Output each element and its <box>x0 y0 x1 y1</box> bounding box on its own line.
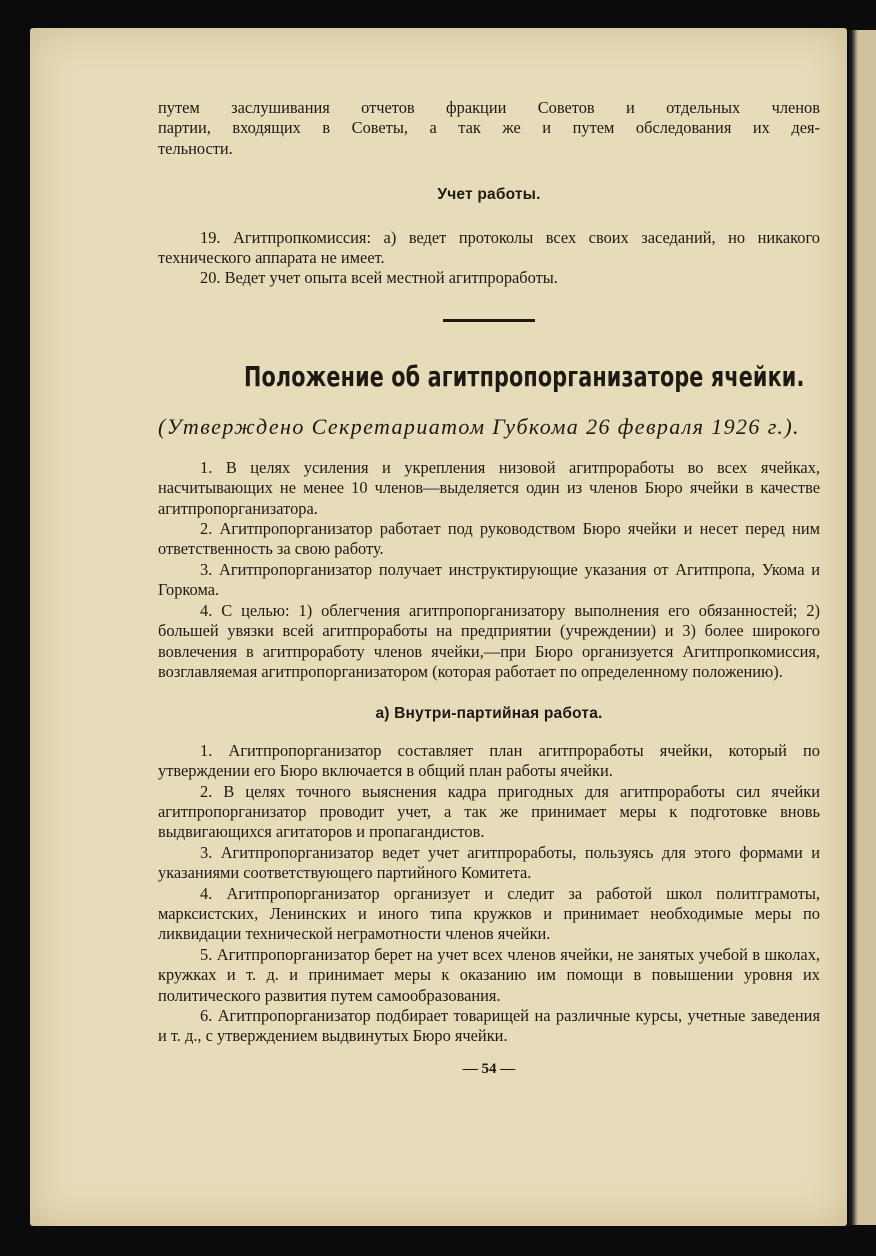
regulation-title: Положение об агитпропорганизаторе ячейки. <box>244 359 805 393</box>
inner-party-heading: а) Внутри-партийная работа. <box>375 705 603 723</box>
inner-party-item-5: 5. Агитпропорганизатор берет на учет всех членов ячейки, не занятых учебой в школах, кружках и т. д. и принимает меры к оказанию им помощи в повышении уровня их политического развития путем самообразования. <box>158 944 820 1005</box>
inner-party-item-3: 3. Агитпропорганизатор ведет учет агитпроработы, пользуясь для этого формами и указаниями соответствующего партийного Комитета. <box>158 842 820 883</box>
inner-party-item-4: 4. Агитпропорганизатор организует и следит за работой школ политграмоты, марксистских, Ленинских и иного типа кружков и принимает необходимые меры по ликвидации технической неграмотности членов ячейки. <box>158 883 820 944</box>
intro-line-2: партии, входящих в Советы, а так же и путем обследования их дея- <box>158 118 820 138</box>
work-accounting-heading: Учет работы. <box>437 186 541 204</box>
intro-line-3: тельности. <box>158 138 233 158</box>
regulation-item-4: 4. С целью: 1) облегчения агитпропорганизатору выполнения его обязанностей; 2) большей увязки всей агитпроработы на предприятии (учреждении) и 3) более широкого вовлечения в агитпроработу членов ячейки,—при Бюро организуется Агитпропкомиссия, возглавляемая агитпропорганизатором (которая работает по определенному положению). <box>158 600 820 681</box>
inner-party-item-1: 1. Агитпропорганизатор составляет план агитпроработы ячейки, который по утверждении его Бюро включается в общий план работы ячейки. <box>158 740 820 781</box>
next-page-edge <box>849 30 876 1225</box>
regulation-item-3: 3. Агитпропорганизатор получает инструктирующие указания от Агитпропа, Укома и Горкома. <box>158 559 820 600</box>
regulation-item-2: 2. Агитпропорганизатор работает под руководством Бюро ячейки и несет перед ним ответственность за свою работу. <box>158 519 820 559</box>
regulation-item-1: 1. В целях усиления и укрепления низовой агитпроработы во всех ячейках, насчитывающих не менее 10 членов—выделяется один из членов Бюро ячейки в качестве агитпропорганизатора. <box>158 457 820 518</box>
approval-line: (Утверждено Секретариатом Губкома 26 февраля 1926 г.). <box>158 413 800 439</box>
intro-line-1: путем заслушивания отчетов фракции Советов и отдельных членов <box>158 98 820 117</box>
item-20: 20. Ведет учет опыта всей местной агитпроработы. <box>200 268 558 288</box>
page-content <box>158 98 820 1079</box>
inner-party-item-2: 2. В целях точного выяснения кадра пригодных для агитпроработы сил ячейки агитпропорганизатор проводит учет, а так же принимает меры к подготовке вновь выдвигающихся агитаторов и пропагандистов. <box>158 781 820 842</box>
item-19: 19. Агитпропкомиссия: а) ведет протоколы всех своих заседаний, но никакого технического аппарата не имеет. <box>158 227 820 268</box>
page-number: — 54 — <box>462 1060 516 1077</box>
inner-party-item-6: 6. Агитпропорганизатор подбирает товарищей на различные курсы, учетные заведения и т. д., с утверждением выдвинутых Бюро ячейки. <box>158 1006 820 1046</box>
